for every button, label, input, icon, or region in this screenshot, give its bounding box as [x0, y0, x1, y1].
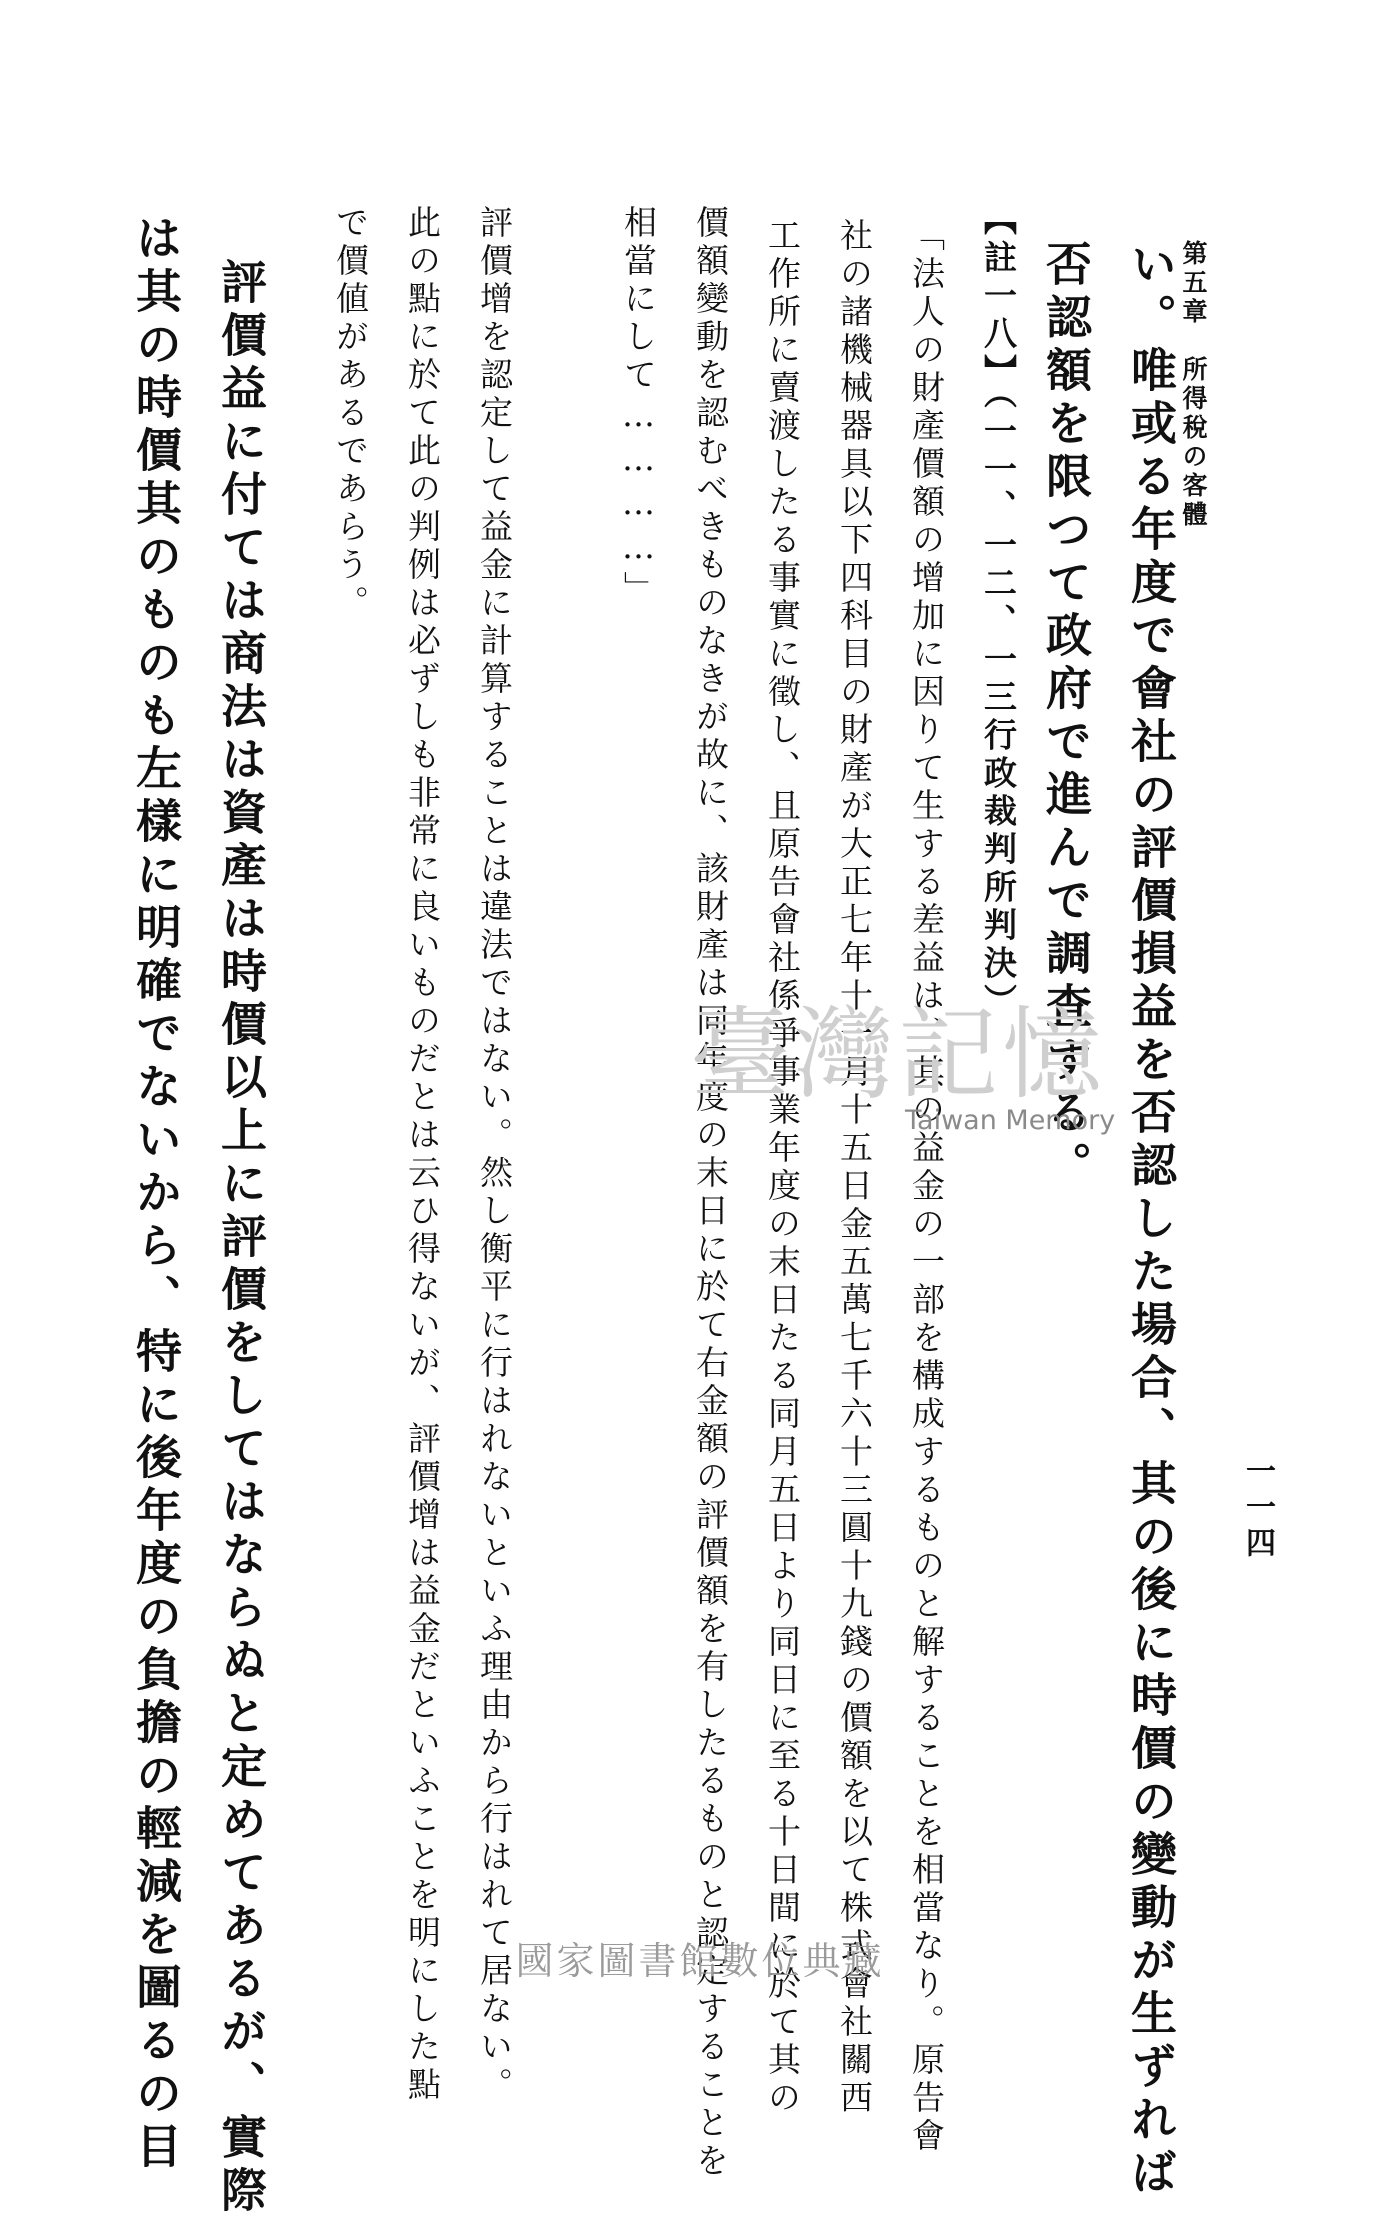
note-line: 社の諸機械器具以下四科目の財產が大正七年十一月十五日金五萬七千六十三圓十九錢の價額を以て株式會社關西 [835, 218, 874, 2118]
note-heading: 【註一八】（一一、一二、一三行政裁判所判決） [979, 202, 1018, 1022]
body-line: い。唯或る年度で會社の評價損益を否認した場合、其の後に時價の變動が生ずれば [1124, 240, 1178, 2201]
note-line: 「法人の財產價額の增加に因りて生する差益は、其の益金の一部を構成するものと解することを相當なり。原告會 [907, 218, 946, 2156]
note-line: 價額變動を認むべきものなきが故に、該財產は同年度の末日に於て右金額の評價額を有したるものと認定することを [691, 205, 730, 2181]
footer-credit: 國家圖書館數位典藏 [515, 1939, 885, 1983]
body-line: 否認額を限つて政府で進んで調査する。 [1039, 240, 1093, 1194]
watermark-text: Taiwan Memory [905, 1105, 1116, 1136]
note-line: 工作所に賣渡したる事實に徵し、且原告會社係爭事業年度の末日たる同月五日より同日に至る十日間に於て其の [763, 218, 802, 2118]
commentary-line: 評價增を認定して益金に計算することは違法ではない。然し衡平に行はれないといふ理由から行はれて居ない。 [475, 205, 514, 2105]
page-number: 一一四 [1240, 1455, 1275, 1563]
commentary-line: 此の點に於て此の判例は必ずしも非常に良いものだとは云ひ得ないが、評價增は益金だといふことを明にした點 [403, 205, 442, 2105]
taiwan-memory-watermark [690, 996, 1120, 1155]
commentary-line: で價値があるであらう。 [331, 205, 370, 623]
watermark-logo: 臺灣記憶 [690, 996, 1106, 1113]
chapter-header: 第五章 所得稅の客體 [1179, 240, 1208, 530]
closing-line: 評價益に付ては商法は資產は時價以上に評價をしてはならぬと定めてあるが、實際 [214, 258, 268, 2219]
closing-line: は其の時價其のものも左樣に明確でないから、特に後年度の負擔の輕減を圖るの目 [129, 214, 183, 2175]
note-line: 相當にして…………」 [619, 205, 658, 609]
